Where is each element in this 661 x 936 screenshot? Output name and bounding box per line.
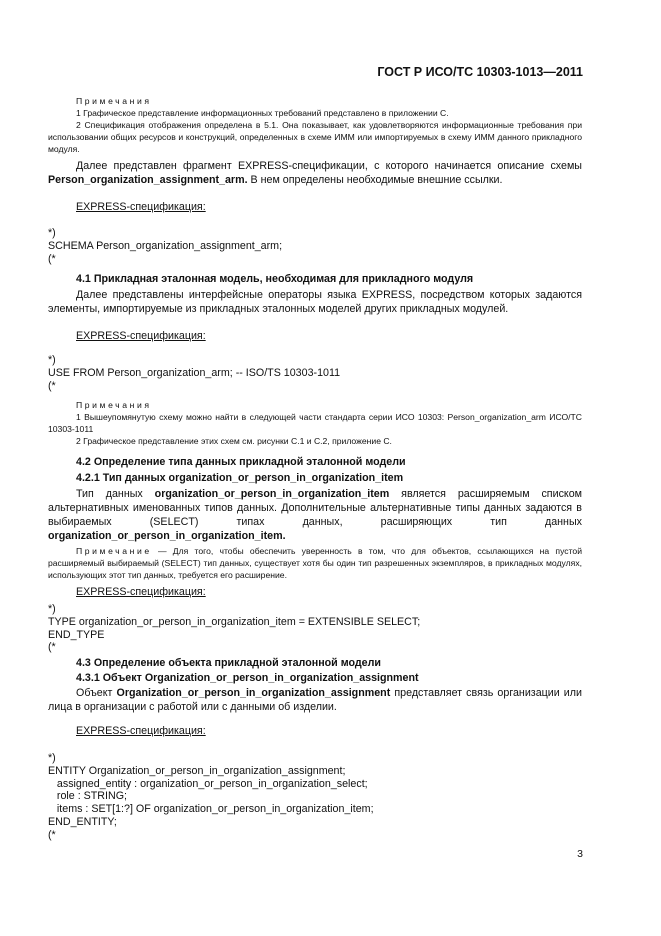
code-entity: *) ENTITY Organization_or_person_in_organization_assignment; assigned_entity : organization_or_person_in_organization_select; role : STRING; items : SET[1:?] OF organization_or_person_in_organization_item; END_ENTITY; (* xyxy=(48,752,374,841)
intro-paragraph: Далее представлен фрагмент EXPRESS-спецификации, с которого начинается описание схемы Person_organization_assignment_arm. В нем определены необходимые внешние ссылки. xyxy=(48,160,582,186)
note-2: 2 Спецификация отображения определена в 5.1. Она показывает, как удовлетворяются информационные требования при использовании общих ресурсов и конструкций, определенных в схеме ИММ или импортируемых в схему ИММ данного прикладного модуля. xyxy=(48,120,582,154)
note-2: 2 Графическое представление этих схем см. рисунки С.1 и С.2, приложение С. xyxy=(76,436,392,446)
section-4-3-1-heading: 4.3.1 Объект Organization_or_person_in_organization_assignment xyxy=(76,672,419,684)
page-number: 3 xyxy=(577,848,583,860)
notes-title: Примечания xyxy=(76,96,152,106)
section-4-2-heading: 4.2 Определение типа данных прикладной эталонной модели xyxy=(76,456,406,468)
section-4-3-1-text: Объект Organization_or_person_in_organization_assignment представляет связь организации или лица в организации с работой или с данными об изделии. xyxy=(48,687,582,713)
section-4-2-1-text: Тип данных organization_or_person_in_organization_item является расширяемым списком альтернативных именованных типов данных. Дополнительные альтернативные типы данных задаются в выбираемых (SELECT) типах данных, расширяющих тип данных organization_or_person_in_organization_item. xyxy=(48,488,582,542)
section-4-2-1-heading: 4.2.1 Тип данных organization_or_person_in_organization_item xyxy=(76,472,404,484)
express-spec-label: EXPRESS-спецификация: xyxy=(76,586,206,598)
section-4-3-heading: 4.3 Определение объекта прикладной эталонной модели xyxy=(76,657,381,669)
express-spec-label: EXPRESS-спецификация: xyxy=(76,725,206,737)
section-4-1-heading: 4.1 Прикладная эталонная модель, необходимая для прикладного модуля xyxy=(76,273,474,285)
section-4-1-text: Далее представлены интерфейсные операторы языка EXPRESS, посредством которых задаются элементы, импортируемые из прикладных эталонных моделей других прикладных модулей. xyxy=(48,289,582,315)
code-type: *) TYPE organization_or_person_in_organization_item = EXTENSIBLE SELECT; END_TYPE (* xyxy=(48,603,421,654)
note-1: 1 Графическое представление информационных требований представлено в приложении С. xyxy=(76,108,449,118)
notes-title: Примечания xyxy=(76,400,152,410)
type-note: Примечание — Для того, чтобы обеспечить уверенность в том, что для объектов, ссылающихся на пустой расширяемый выбираемый (SELECT) тип данных, существует хотя бы один тип разрешенных экземпляров, в прикладных модулях, использующих этот тип данных, требуется его расширение. xyxy=(48,546,582,580)
express-spec-label: EXPRESS-спецификация: xyxy=(76,201,206,213)
note-1: 1 Вышеупомянутую схему можно найти в следующей части стандарта серии ИСО 10303: Person_organization_arm ИСО/ТС 10303-1011 xyxy=(48,412,582,434)
code-use-from: *) USE FROM Person_organization_arm; -- ISO/TS 10303-1011 (* xyxy=(48,354,341,392)
express-spec-label: EXPRESS-спецификация: xyxy=(76,330,206,342)
code-schema: *) SCHEMA Person_organization_assignment_arm; (* xyxy=(48,227,283,265)
document-header: ГОСТ Р ИСО/ТС 10303-1013—2011 xyxy=(377,65,583,79)
